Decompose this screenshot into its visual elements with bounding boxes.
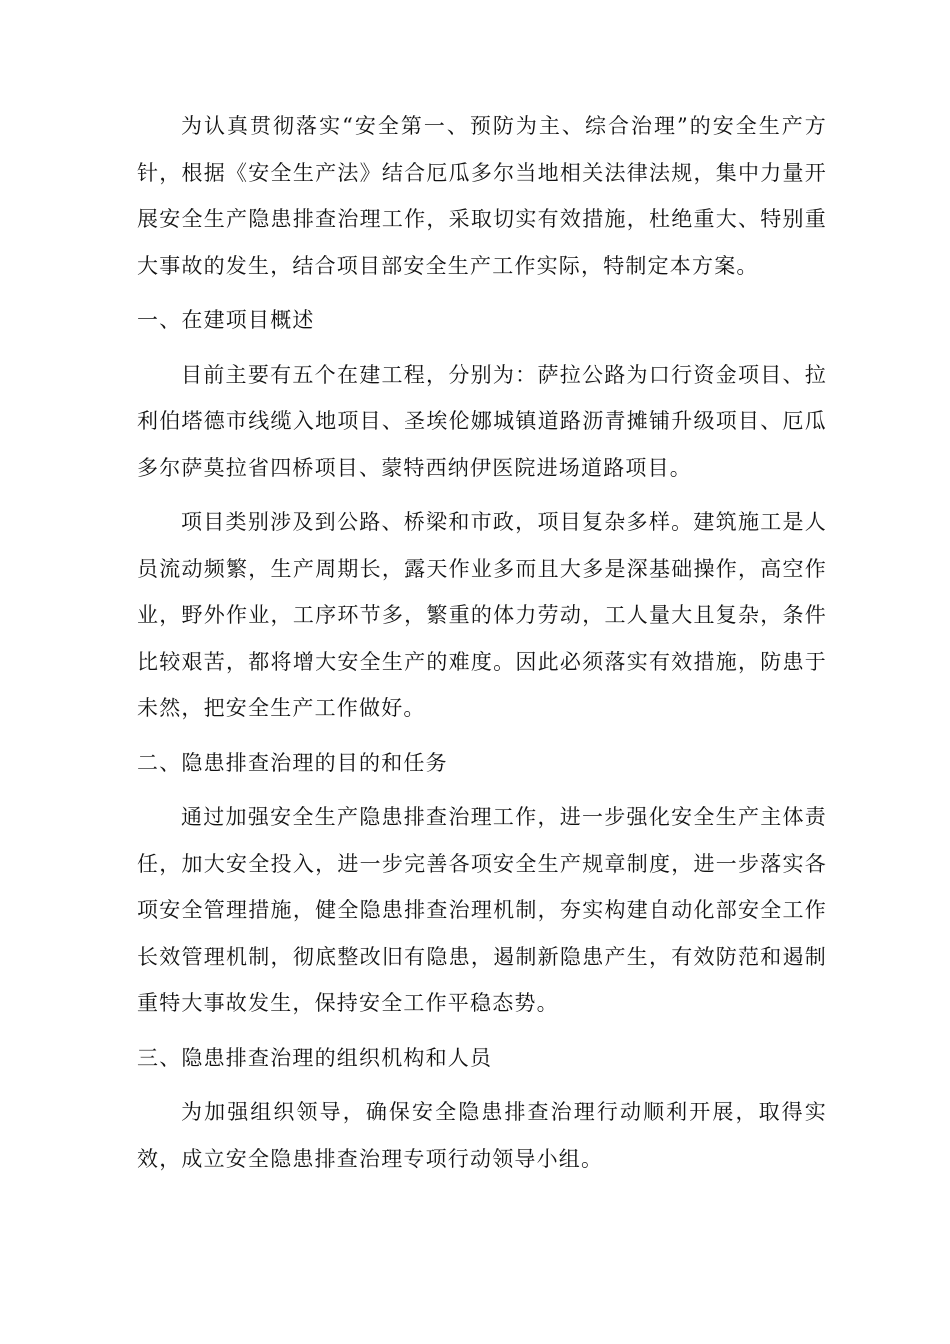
section-heading-1: 一、在建项目概述 — [137, 308, 315, 332]
section-2-paragraph-1: 通过加强安全生产隐患排查治理工作，进一步强化安全生产主体责任，加大安全投入，进一步完善各项安全生产规章制度，进一步落实各项安全管理措施，健全隐患排查治理机制，夯实构建自动化部安全工作长效管理机制，彻底整改旧有隐患，遏制新隐患产生，有效防范和遏制重特大事故发生，保持安全工作平稳态势。 — [137, 805, 827, 1015]
spacer — [137, 1081, 827, 1089]
spacer — [137, 732, 827, 740]
section-1-paragraph-2: 项目类别涉及到公路、桥梁和市政，项目复杂多样。建筑施工是人员流动频繁，生产周期长，露天作业多而且大多是深基础操作，高空作业，野外作业，工序环节多，繁重的体力劳动，工人量大且复杂，条件比较艰苦，都将增大安全生产的难度。因此必须落实有效措施，防患于未然，把安全生产工作做好。 — [137, 510, 827, 720]
spacer — [137, 344, 827, 352]
spacer — [137, 786, 827, 794]
section-heading-3: 三、隐患排查治理的组织机构和人员 — [137, 1045, 493, 1070]
spacer — [137, 491, 827, 499]
intro-paragraph: 为认真贯彻落实“安全第一、预防为主、综合治理”的安全生产方针，根据《安全生产法》结合厄瓜多尔当地相关法律法规，集中力量开展安全生产隐患排查治理工作，采取切实有效措施，杜绝重大、特别重大事故的发生，结合项目部安全生产工作实际，特制定本方案。 — [137, 114, 827, 278]
spacer — [137, 289, 827, 297]
section-heading-2: 二、隐患排查治理的目的和任务 — [137, 750, 448, 775]
document-body — [137, 103, 827, 1182]
spacer — [137, 1027, 827, 1035]
section-1-paragraph-1: 目前主要有五个在建工程，分别为：萨拉公路为口行资金项目、拉利伯塔德市线缆入地项目、圣埃伦娜城镇道路沥青摊铺升级项目、厄瓜多尔萨莫拉省四桥项目、蒙特西纳伊医院进场道路项目。 — [137, 362, 827, 480]
section-3-paragraph-1: 为加强组织领导，确保安全隐患排查治理行动顺利开展，取得实效，成立安全隐患排查治理专项行动领导小组。 — [137, 1100, 827, 1171]
